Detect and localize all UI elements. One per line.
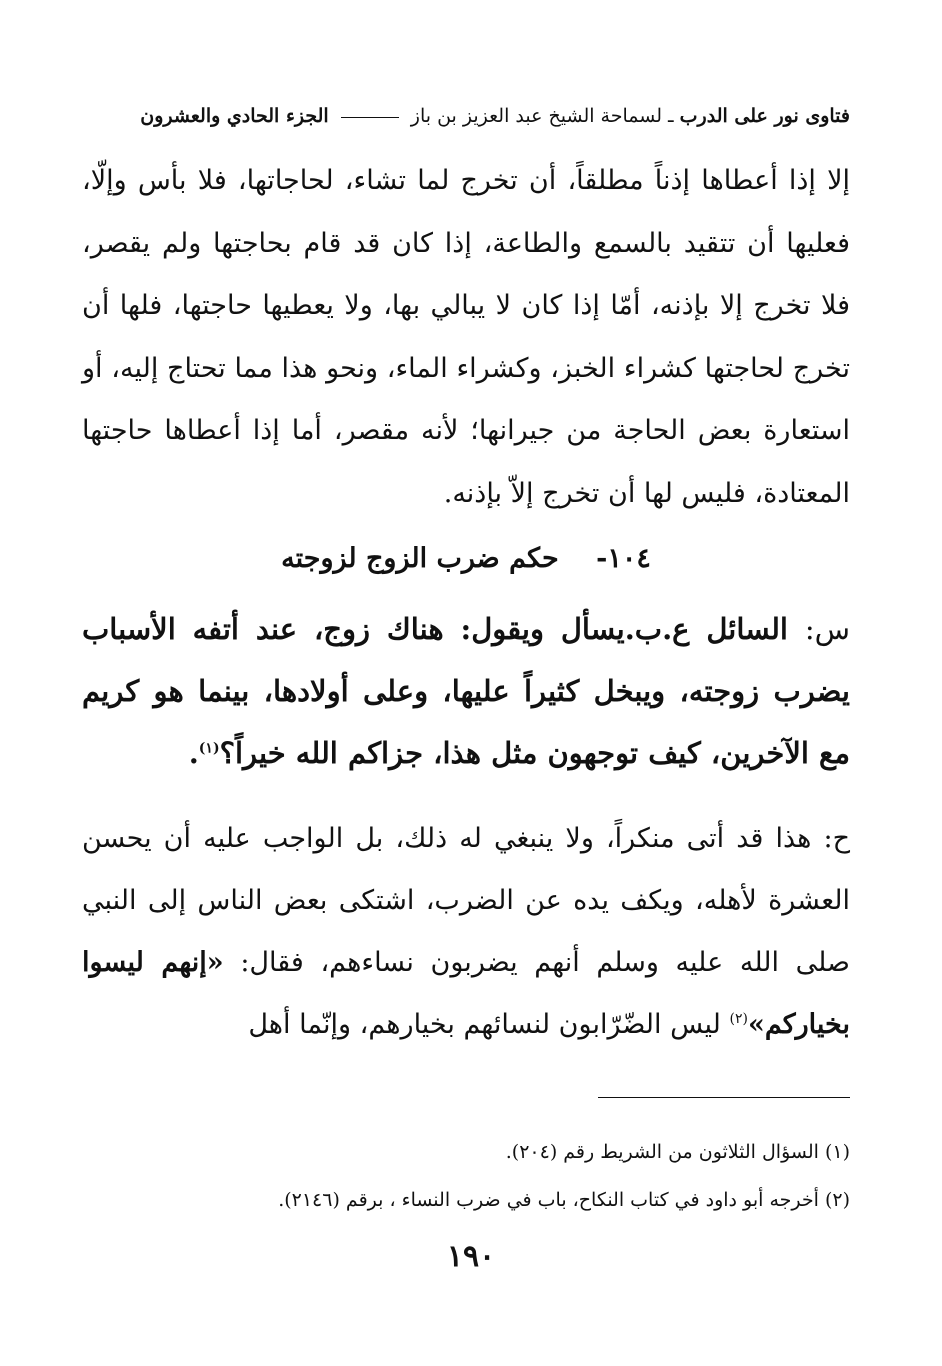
section-title: حكم ضرب الزوج لزوجته xyxy=(281,543,559,574)
header-rule xyxy=(341,117,399,118)
question-text: السائل ع.ب.يسأل ويقول: هناك زوج، عند أتفه الأسباب يضرب زوجته، ويبخل كثيراً عليها، وعلى أولادها، بينما هو كريم مع الآخرين، كيف توجهون مثل هذا، جزاكم الله خيراً؟ xyxy=(82,612,850,770)
footnote-1: (١) السؤال الثلاثون من الشريط رقم (٢٠٤). xyxy=(505,1141,850,1163)
previous-answer-text: إلا إذا أعطاها إذناً مطلقاً، أن تخرج لما تشاء، لحاجاتها، فلا بأس وإلّا، فعليها أن تتقيد بالسمع والطاعة، إذا كان قد قام بحاجتها ولم يقصر، فلا تخرج إلا بإذنه، أمّا إذا كان لا يبالي بها، ولا يعطيها حاجتها، فلها أن تخرج لحاجتها كشراء الخبز، وكشراء الماء، ونحو هذا مما تحتاج إليه، أو استعارة بعض الحاجة من جيرانها؛ لأنه مقصر، أما إذا أعطاها حاجتها المعتادة، فليس لها أن تخرج إلاّ بإذنه. xyxy=(82,165,850,509)
series-title: فتاوى نور على الدرب xyxy=(679,105,850,127)
answer-paragraph xyxy=(82,808,850,1056)
question-label: س: xyxy=(804,612,850,646)
hadith-quote: «إنهم ليسوا بخياركم» xyxy=(82,947,850,1040)
question-paragraph xyxy=(82,598,850,784)
footnote-separator xyxy=(598,1097,850,1098)
question-end: . xyxy=(188,736,199,770)
previous-answer-paragraph xyxy=(82,150,850,525)
volume-part: الجزء الحادي والعشرون xyxy=(140,105,329,127)
running-header xyxy=(82,96,850,136)
author-name: ـ لسماحة الشيخ عبد العزيز بن باز xyxy=(410,105,674,127)
answer-text-end: ليس الضّرّابون لنسائهم بخيارهم، وإنّما أهل xyxy=(248,1009,721,1040)
footnote-ref-1: (١) xyxy=(198,740,220,757)
answer-label: ح: xyxy=(823,823,850,854)
section-heading xyxy=(82,534,850,584)
footnote-2: (٢) أخرجه أبو داود في كتاب النكاح، باب في ضرب النساء ، برقم (٢١٤٦). xyxy=(278,1189,850,1211)
answer-text-start: هذا قد أتى منكراً، ولا ينبغي له ذلك، بل الواجب عليه أن يحسن العشرة لأهله، ويكف يده عن الضرب، اشتكى بعض الناس إلى النبي صلى الله عليه وسلم أنهم يضربون نساءهم، فقال: xyxy=(82,823,850,978)
footnotes xyxy=(82,1128,850,1224)
page-number: ١٩٠ xyxy=(446,1239,496,1274)
section-number: ١٠٤- xyxy=(596,543,651,574)
footnote-ref-2: (٢) xyxy=(729,1011,748,1027)
